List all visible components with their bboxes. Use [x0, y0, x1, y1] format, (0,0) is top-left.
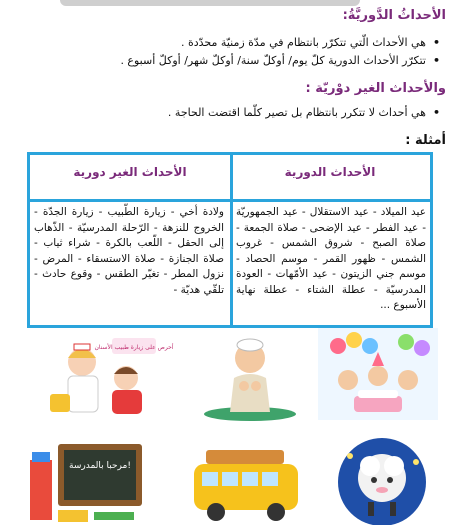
doctor-visit-image	[42, 334, 174, 416]
bullet-periodic-frequency	[120, 54, 440, 68]
section-nonperiodic-title: والأحداث الغير دوْريّة :	[305, 81, 446, 96]
bullet-text: هي أحداث لا تتكرر بانتظام بل تصير كلّما اقتضت الحاجة .	[167, 106, 426, 119]
examples-table	[27, 152, 433, 328]
bullet-dot: •	[432, 54, 440, 67]
school-board-image	[28, 432, 146, 525]
bullet-text: تتكرّر الأحداث الدورية كلّ يوم/ أوكلّ سنة/ أوكلّ شهر/ أوكلّ أسبوع .	[120, 54, 426, 67]
bullet-nonperiodic-definition	[168, 106, 440, 120]
table-cell-nonperiodic: ولادة أخي - زيارة الطّبيب - زيارة الجدّة - الخروج للنزهة - الرّحلة المدرسيّة - الذّهاب إلى الحقل - اللّعب بالكرة - شراء ثياب - صلاة الجنازة - صلاة الاستسقاء - المرض - نزول المطر - تغيّر الطقس - وقوع حادث - تلقّي هديّة -	[34, 206, 224, 296]
table-cell-periodic: عيد الميلاد - عيد الاستقلال - عيد الجمهوريّة - عيد الفطر - عيد الإضحى - صلاة الجمعة - صلاة الصبح - شروق الشمس - غروب الشمس - ظهور القمر - موسم الحصاد - موسم جني الزيتون - عيد الأمّهات - العودة المدرسيّة - عطلة الشتاء - عطلة نهاية الأسبوع ...	[236, 206, 426, 311]
table-header-divider	[30, 199, 430, 202]
praying-child-image	[198, 330, 302, 422]
bullet-periodic-definition	[181, 36, 440, 50]
bullet-dot: •	[432, 36, 440, 49]
bullet-text: هي الأحداث الّتي تتكرّر بانتظام في مدّة زمنيّة محدّدة .	[181, 36, 426, 49]
table-header-periodic: الأحداث الدورية	[284, 165, 376, 179]
table-column-divider	[230, 155, 233, 325]
school-board-text: مرحبا بالمدرسة!	[69, 461, 131, 471]
doctor-caption: أحرص على زيارة طبيب الأسنان	[94, 344, 174, 351]
table-header-nonperiodic: الأحداث الغير دورية	[73, 165, 187, 179]
examples-label: أمثلة :	[405, 133, 446, 148]
section-periodic-title: الأحداثُ الدَّوريَّةُ:	[342, 8, 446, 23]
sheep-eid-image	[326, 432, 438, 525]
bullet-dot: •	[432, 106, 440, 119]
school-bus-image	[186, 446, 304, 525]
birthday-party-image	[318, 328, 438, 420]
